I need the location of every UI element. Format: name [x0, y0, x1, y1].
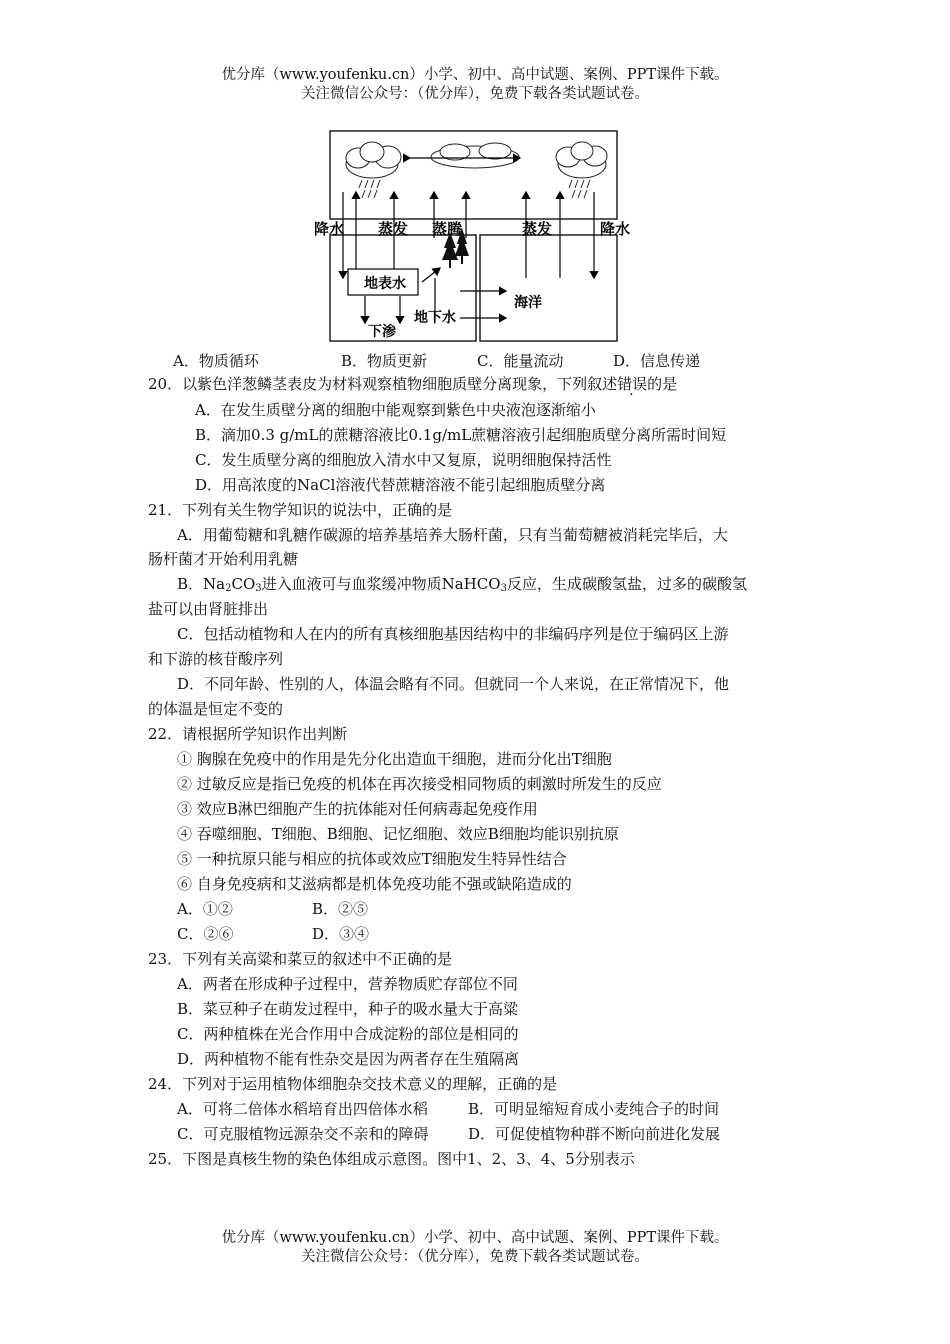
- q24-stem: 24．下列对于运用植物体细胞杂交技术意义的理解，正确的是: [148, 1075, 558, 1093]
- q23-option-d: D．两种植物不能有性杂交是因为两者存在生殖隔离: [177, 1050, 520, 1068]
- q22-statement-5: ⑤ 一种抗原只能与相应的抗体或效应T细胞发生特异性结合: [177, 850, 567, 868]
- q22-options-row2: [177, 924, 369, 944]
- q22-statement-2: ② 过敏反应是指已免疫的机体在再次接受相同物质的刺激时所发生的反应: [177, 775, 662, 793]
- label-surface-water: 地表水: [364, 276, 406, 292]
- q22-statement-3: ③ 效应B淋巴细胞产生的抗体能对任何病毒起免疫作用: [177, 800, 538, 818]
- q22-option-d: D．③④: [312, 925, 370, 943]
- q25-stem: 25．下图是真核生物的染色体组成示意图。图中1、2、3、4、5分别表示: [148, 1150, 635, 1168]
- q20-stem: [148, 374, 677, 394]
- q23-stem: 23．下列有关高粱和菜豆的叙述中不正确的是: [148, 950, 453, 968]
- q21-option-d-line1: D．不同年龄、性别的人，体温会略有不同。但就同一个人来说，在正常情况下，他: [177, 675, 730, 693]
- q22-statement-6: ⑥ 自身免疫病和艾滋病都是机体免疫功能不强或缺陷造成的: [177, 875, 572, 893]
- q21-b-text-4: 反应，生成碳酸氢盐，过多的碳酸氢: [506, 575, 747, 593]
- label-ocean: 海洋: [514, 295, 542, 311]
- q21-b-text-1: B．Na: [177, 575, 226, 593]
- q20-option-b: B．滴加0.3 g/mL的蔗糖溶液比0.1g/mL蔗糖溶液引起细胞质壁分离所需时间短: [195, 426, 727, 444]
- label-precip-right: 降水: [600, 220, 630, 238]
- footer-line-2: 关注微信公众号：（优分库），免费下载各类试题试卷。: [301, 1249, 649, 1265]
- label-evap-right: 蒸发: [522, 220, 553, 238]
- cloud-left-icon: [346, 142, 401, 198]
- cloud-middle-icon: [431, 143, 519, 168]
- q22-option-b: B．②⑤: [312, 900, 369, 918]
- cloud-right-icon: [556, 142, 607, 198]
- q23-option-c: C．两种植株在光合作用中合成淀粉的部位是相同的: [177, 1025, 519, 1043]
- label-groundwater: 地下水: [414, 310, 456, 326]
- footer-line-1: 优分库（www.youfenku.cn）小学、初中、高中试题、案例、PPT课件下载。: [221, 1230, 729, 1246]
- ocean-box: [480, 235, 617, 341]
- q19-options: [173, 351, 700, 371]
- q21-b-sub-2: 3: [255, 583, 262, 594]
- q21-b-sub-3: 3: [500, 583, 507, 594]
- q22-option-a: A．①②: [177, 900, 233, 918]
- q21-b-text-2: CO: [231, 575, 256, 593]
- surface-to-tree-arrow: [422, 268, 440, 282]
- q22-statement-1: ① 胸腺在免疫中的作用是先分化出造血干细胞，进而分化出T细胞: [177, 750, 612, 768]
- label-evap-left: 蒸发: [378, 220, 409, 238]
- q24-options-row2: [177, 1124, 720, 1144]
- header-line-2: 关注微信公众号：（优分库），免费下载各类试题试卷。: [301, 86, 649, 102]
- header-line-1: 优分库（www.youfenku.cn）小学、初中、高中试题、案例、PPT课件下载。: [221, 67, 729, 83]
- q24-option-d: D．可促使植物种群不断向前进化发展: [468, 1125, 721, 1143]
- q22-stem: 22．请根据所学知识作出判断: [148, 725, 348, 743]
- q21-option-d-line2: 的体温是恒定不变的: [148, 700, 284, 718]
- q21-option-c-line1: C．包括动植物和人在内的所有真核细胞基因结构中的非编码序列是位于编码区上游: [177, 625, 729, 643]
- q21-option-b-line2: 盐可以由肾脏排出: [148, 600, 269, 618]
- q21-option-a-line1: A．用葡萄糖和乳糖作碳源的培养基培养大肠杆菌，只有当葡萄糖被消耗完毕后，大: [177, 526, 728, 544]
- q20-option-a: A．在发生质壁分离的细胞中能观察到紫色中央液泡逐渐缩小: [195, 401, 596, 419]
- q24-option-b: B．可明显缩短育成小麦纯合子的时间: [468, 1100, 720, 1118]
- q20-stem-emphasis: 错误: [617, 375, 648, 393]
- q20-option-d: D．用高浓度的NaCl溶液代替蔗糖溶液不能引起细胞质壁分离: [195, 476, 606, 494]
- q20-option-c: C．发生质壁分离的细胞放入清水中又复原，说明细胞保持活性: [195, 451, 612, 469]
- q23-option-a: A．两者在形成种子过程中，营养物质贮存部位不同: [177, 975, 518, 993]
- q23-option-b: B．菜豆种子在萌发过程中，种子的吸水量大于高粱: [177, 1000, 519, 1018]
- q22-options-row1: [177, 899, 368, 919]
- q19-option-d: D．信息传递: [613, 352, 701, 370]
- label-transp: 蒸腾: [432, 220, 463, 238]
- q19-option-c: C．能量流动: [477, 352, 564, 370]
- label-infiltration: 下渗: [368, 324, 396, 340]
- q21-stem: 21．下列有关生物学知识的说法中，正确的是: [148, 501, 453, 519]
- water-cycle-diagram: [310, 128, 630, 350]
- q22-statement-4: ④ 吞噬细胞、T细胞、B细胞、记忆细胞、效应B细胞均能识别抗原: [177, 825, 619, 843]
- q21-option-c-line2: 和下游的核苷酸序列: [148, 650, 284, 668]
- q19-option-b: B．物质更新: [341, 352, 428, 370]
- q24-option-a: A．可将二倍体水稻培育出四倍体水稻: [177, 1100, 428, 1118]
- q24-options-row1: [177, 1099, 719, 1119]
- q22-option-c: C．②⑥: [177, 925, 234, 943]
- q21-option-a-line2: 肠杆菌才开始利用乳糖: [148, 550, 299, 568]
- q21-b-sub-1: 2: [225, 583, 232, 594]
- q20-stem-pre: 20．以紫色洋葱鳞茎表皮为材料观察植物细胞质壁分离现象，下列叙述: [148, 375, 618, 393]
- q24-option-c: C．可克服植物远源杂交不亲和的障碍: [177, 1125, 429, 1143]
- q21-b-text-3: 进入血液可与血浆缓冲物质NaHCO: [261, 575, 501, 593]
- label-precip-left: 降水: [314, 220, 345, 238]
- q20-stem-post: 的是: [647, 375, 678, 393]
- q19-option-a: A．物质循环: [173, 352, 259, 370]
- q21-option-b-line1: [177, 574, 747, 599]
